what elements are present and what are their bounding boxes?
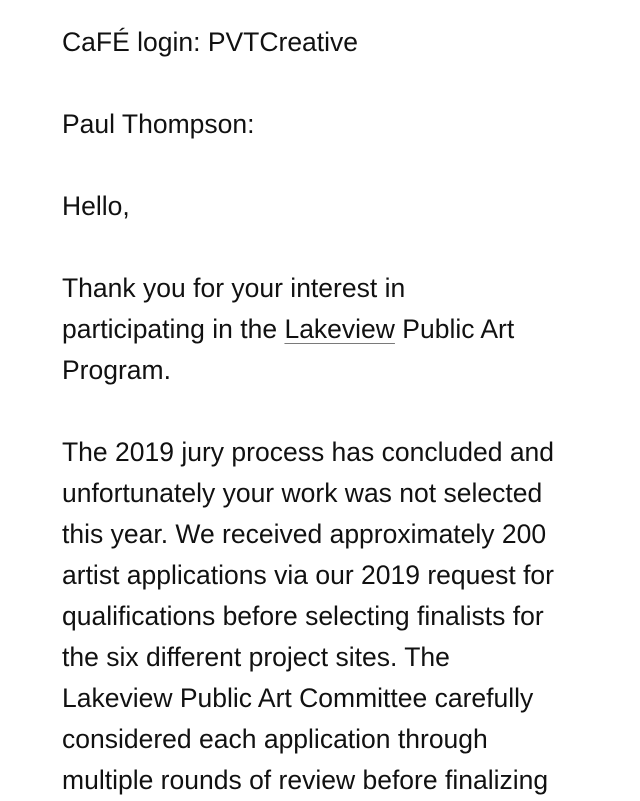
paragraph-line: Thank you for your interest in	[62, 273, 406, 303]
spacer	[62, 63, 634, 104]
paragraph-line: considered each application through	[62, 724, 488, 754]
paragraph-line: unfortunately your work was not selected	[62, 478, 543, 508]
paragraph-line: the six different project sites. The	[62, 642, 450, 672]
paragraph-line: Program.	[62, 355, 171, 385]
paragraph-line: this year. We received approximately 200	[62, 519, 547, 549]
addressee-line: Paul Thompson:	[62, 109, 255, 139]
paragraph-text: Public Art	[394, 314, 515, 344]
paragraph-line: qualifications before selecting finalists for	[62, 601, 544, 631]
greeting-line: Hello,	[62, 191, 130, 221]
paragraph-jury-result	[62, 432, 634, 801]
paragraph-thank-you	[62, 268, 634, 391]
paragraph-text: participating in the	[62, 314, 285, 344]
paragraph-line: The 2019 jury process has concluded and	[62, 437, 555, 467]
paragraph-line: multiple rounds of review before finalizing	[62, 765, 549, 795]
paragraph-line: artist applications via our 2019 request for	[62, 560, 554, 590]
spacer	[62, 145, 634, 186]
email-body	[62, 22, 634, 801]
paragraph-line: Lakeview Public Art Committee carefully	[62, 683, 534, 713]
spacer	[62, 227, 634, 268]
paragraph-line	[62, 309, 634, 350]
spacer	[62, 391, 634, 432]
lakeview-link[interactable]: Lakeview	[284, 314, 395, 344]
cafe-login-line: CaFÉ login: PVTCreative	[62, 27, 359, 57]
